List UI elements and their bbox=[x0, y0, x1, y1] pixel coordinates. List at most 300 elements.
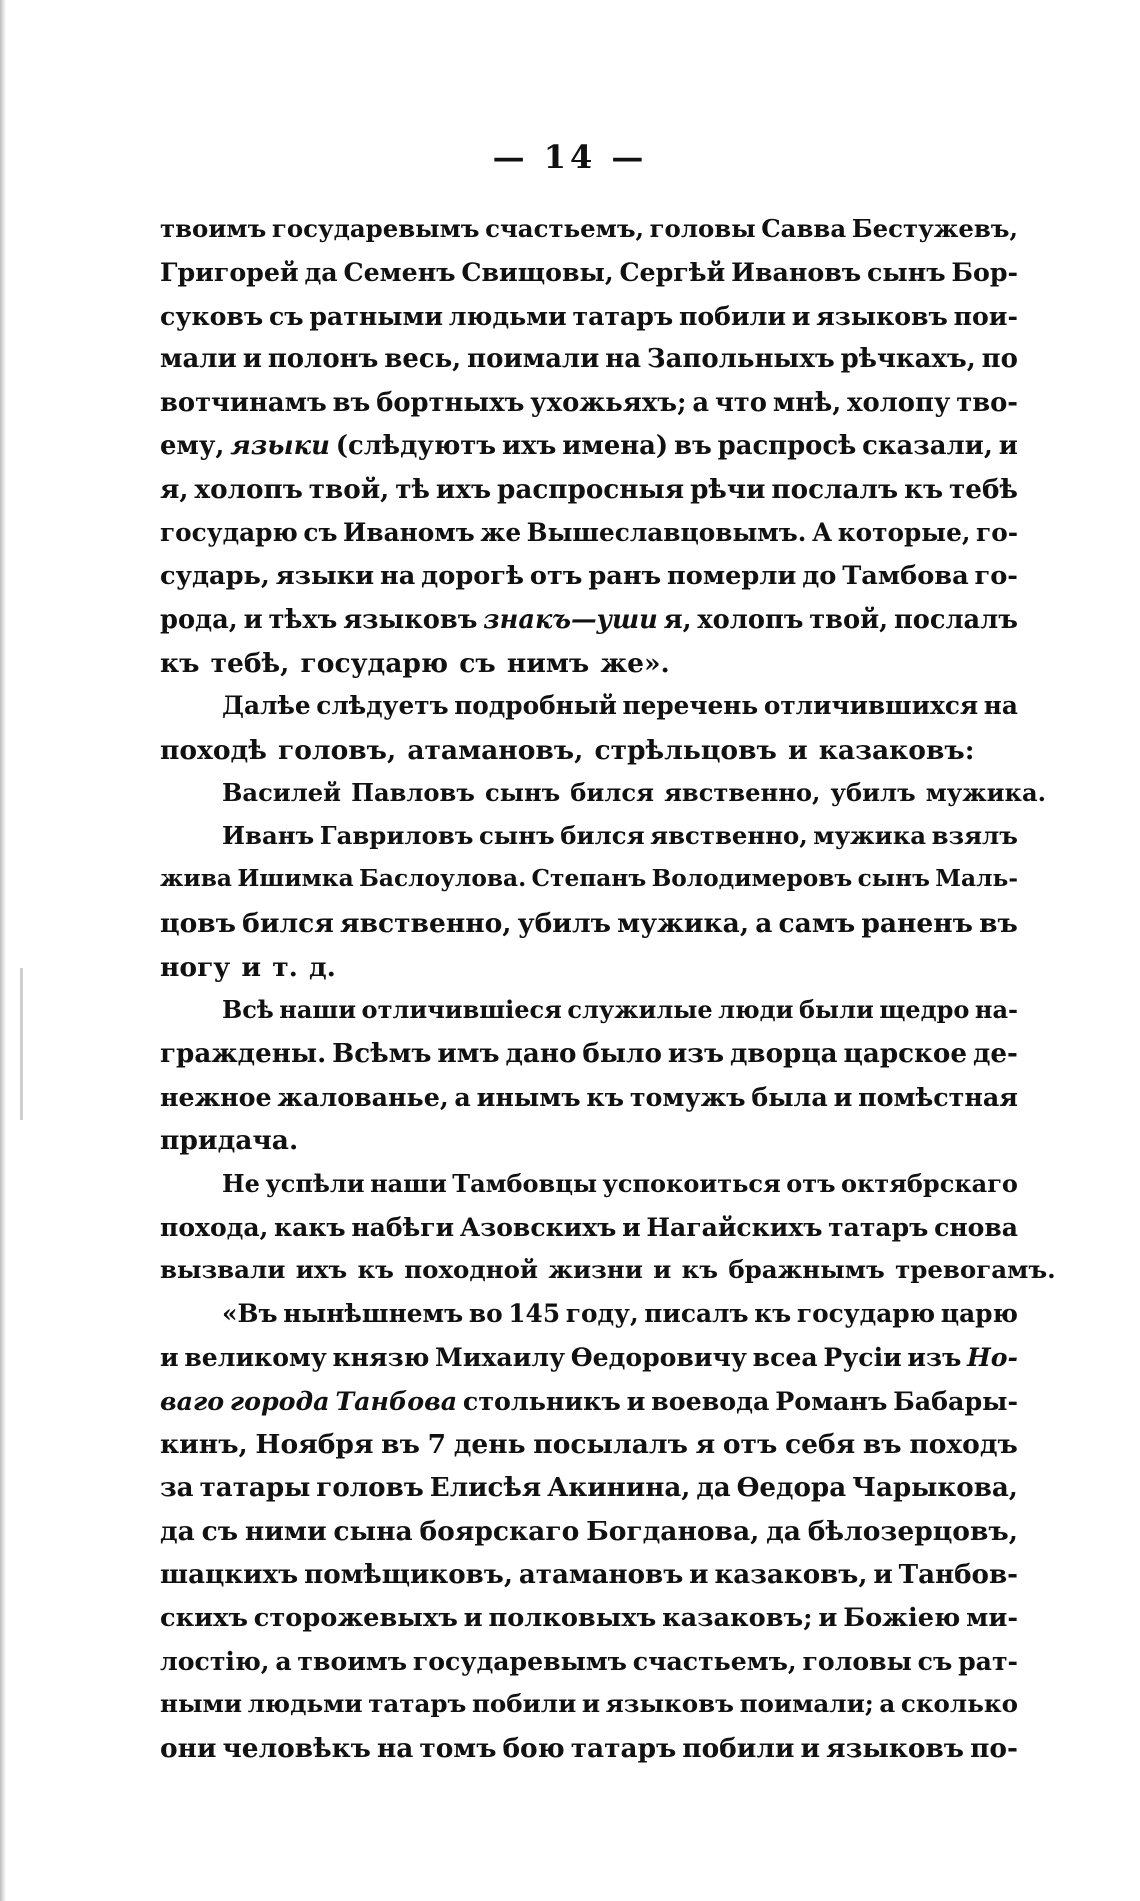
word: въ bbox=[381, 1428, 420, 1460]
word: Ѳедоровичу bbox=[570, 1342, 747, 1373]
word: ухожьяхъ; bbox=[530, 387, 687, 418]
word: Всѣмъ bbox=[332, 1038, 432, 1070]
word: мужика, bbox=[617, 908, 750, 940]
word: по bbox=[981, 344, 1018, 375]
word: дано bbox=[505, 1038, 577, 1070]
word: день bbox=[453, 1428, 526, 1460]
word: мужика bbox=[813, 821, 927, 851]
word: вызвали bbox=[160, 1255, 286, 1285]
word: граждены. bbox=[160, 1038, 327, 1070]
word: Ишимка bbox=[237, 864, 354, 892]
word: тебѣ bbox=[949, 474, 1018, 506]
word: Ноября bbox=[255, 1428, 374, 1460]
word: мнѣ, bbox=[772, 387, 842, 418]
word: дворца bbox=[729, 1038, 838, 1070]
word: походъ bbox=[909, 1428, 1018, 1460]
word: на bbox=[379, 561, 416, 592]
word: казаковъ: bbox=[818, 734, 975, 766]
word: Русіи bbox=[823, 1342, 902, 1373]
word: и bbox=[653, 1255, 672, 1285]
word: Запольныхъ bbox=[646, 344, 835, 375]
word: и bbox=[463, 1602, 483, 1633]
text-line bbox=[160, 865, 1018, 908]
word: воевода bbox=[651, 1385, 770, 1416]
word: побили bbox=[678, 300, 787, 331]
word: слѣдуетъ bbox=[316, 691, 449, 721]
text-line bbox=[160, 1299, 1018, 1342]
word: и bbox=[818, 1602, 838, 1633]
word: счастьемъ, bbox=[485, 214, 645, 243]
word: сударь, bbox=[160, 561, 270, 592]
word: къ bbox=[904, 474, 944, 506]
word: де- bbox=[972, 1038, 1018, 1070]
word: государевымъ bbox=[412, 1645, 627, 1676]
word: рѣчкахъ, bbox=[840, 344, 976, 375]
word: бражнымъ bbox=[728, 1255, 885, 1285]
word: ваго bbox=[160, 1385, 225, 1416]
word: Танбов- bbox=[898, 1559, 1018, 1591]
word: имена) bbox=[562, 430, 669, 461]
word: людьми bbox=[448, 300, 567, 331]
word: цовъ bbox=[160, 908, 236, 940]
word: тебѣ, bbox=[210, 647, 290, 679]
word: распросныя bbox=[497, 474, 685, 506]
word: боярскаго bbox=[419, 1515, 580, 1547]
word: до bbox=[802, 561, 837, 592]
word: Григорей bbox=[160, 257, 299, 288]
word: тво- bbox=[956, 387, 1018, 418]
word: же bbox=[480, 517, 522, 547]
word: царское bbox=[843, 1038, 968, 1070]
word: князю bbox=[332, 1342, 430, 1373]
word: томужъ bbox=[629, 1081, 746, 1112]
word: вотчинамъ bbox=[160, 387, 327, 418]
word: ихъ bbox=[502, 430, 557, 461]
word: убилъ bbox=[517, 908, 611, 940]
word: Чарыкова, bbox=[852, 1472, 1018, 1504]
text-line bbox=[160, 301, 1018, 344]
word: же». bbox=[600, 647, 670, 679]
word: сынъ bbox=[857, 864, 930, 892]
word: языки bbox=[230, 430, 330, 461]
word: языки bbox=[275, 561, 375, 592]
word: бился bbox=[242, 908, 334, 940]
word: твой, bbox=[809, 604, 889, 635]
word: сторожевыхъ bbox=[253, 1602, 458, 1633]
word: человѣкъ bbox=[222, 1732, 371, 1764]
text-line bbox=[160, 1516, 1018, 1559]
word: изъ bbox=[667, 1038, 725, 1070]
word: Танбова bbox=[335, 1385, 458, 1416]
text-line bbox=[160, 1646, 1018, 1689]
word: по- bbox=[970, 1732, 1018, 1764]
word: явственно, bbox=[650, 821, 808, 851]
word: на bbox=[983, 691, 1018, 721]
word: писалъ bbox=[644, 1298, 749, 1328]
word: головы bbox=[802, 1645, 912, 1676]
text-line bbox=[160, 735, 1018, 778]
word: ми- bbox=[966, 1602, 1018, 1633]
text-line bbox=[160, 1386, 1018, 1429]
word: ногу bbox=[160, 951, 231, 983]
word: было bbox=[582, 1038, 662, 1070]
word: скихъ bbox=[160, 1602, 248, 1633]
word: за bbox=[160, 1472, 194, 1504]
word: знакъ—уши bbox=[483, 604, 658, 635]
word: на- bbox=[974, 995, 1018, 1025]
word: и bbox=[833, 1081, 853, 1112]
word: Бестужевъ, bbox=[851, 214, 1018, 243]
word: успокоиться bbox=[602, 1168, 781, 1198]
word: Всѣ bbox=[222, 995, 274, 1025]
word: явственно, bbox=[664, 778, 821, 808]
text-line bbox=[160, 1689, 1018, 1732]
word: Иванъ bbox=[222, 821, 315, 851]
word: раненъ bbox=[861, 908, 973, 940]
word: самъ bbox=[778, 908, 856, 940]
word: и bbox=[242, 344, 262, 375]
word: я, bbox=[160, 474, 189, 506]
word: языковъ bbox=[605, 1689, 734, 1719]
word: изъ bbox=[907, 1342, 962, 1373]
word: похода, bbox=[160, 1211, 269, 1242]
word: походѣ bbox=[160, 734, 267, 766]
word: отъ bbox=[722, 1428, 778, 1460]
word: Не bbox=[222, 1168, 260, 1198]
word: д. bbox=[308, 951, 336, 983]
word: и bbox=[581, 1689, 601, 1719]
word: служилые bbox=[567, 995, 713, 1025]
page-number: — 14 — bbox=[492, 138, 648, 176]
word: нимъ bbox=[506, 647, 590, 679]
word: съ bbox=[459, 647, 496, 679]
text-line bbox=[160, 995, 1018, 1038]
word: снова bbox=[934, 1211, 1018, 1242]
word: татаръ bbox=[828, 1211, 929, 1242]
word: великому bbox=[184, 1342, 327, 1373]
text-line bbox=[160, 1255, 1056, 1298]
word: побили bbox=[471, 1689, 577, 1719]
word: Степанъ bbox=[531, 864, 647, 892]
word: году, bbox=[565, 1298, 639, 1328]
word: ему, bbox=[160, 430, 225, 461]
word: сколько bbox=[900, 1689, 1018, 1719]
word: набѣги bbox=[351, 1211, 455, 1242]
word: въ bbox=[979, 908, 1018, 940]
word: казаковъ; bbox=[662, 1602, 813, 1633]
word: на bbox=[605, 344, 641, 375]
word: къ bbox=[586, 1081, 625, 1112]
word: нежное bbox=[160, 1081, 272, 1112]
word: въ bbox=[674, 430, 712, 461]
word: рат- bbox=[958, 1645, 1018, 1676]
word: Ивановъ bbox=[731, 257, 862, 288]
text-line bbox=[160, 1603, 1018, 1646]
word: щедро bbox=[879, 995, 970, 1025]
word: твоимъ bbox=[297, 1645, 408, 1676]
word: и bbox=[873, 1559, 893, 1591]
word: сынъ bbox=[485, 778, 561, 808]
word: октябрскаго bbox=[840, 1168, 1018, 1198]
word: жалованье, bbox=[277, 1081, 449, 1112]
word: головы bbox=[649, 214, 756, 243]
word: тѣ bbox=[395, 474, 430, 506]
text-line bbox=[160, 1169, 1018, 1212]
word: перечень bbox=[622, 691, 759, 721]
word: сынъ bbox=[866, 257, 946, 288]
word: Нагайскихъ bbox=[646, 1211, 823, 1242]
word: весь, bbox=[384, 344, 462, 375]
word: языковъ bbox=[816, 300, 948, 331]
word: къ bbox=[681, 1255, 719, 1285]
word: на bbox=[376, 1732, 414, 1764]
word: Богданова, bbox=[586, 1515, 760, 1547]
word: Елисѣя bbox=[429, 1472, 542, 1504]
text-line bbox=[160, 1125, 1018, 1168]
word: (слѣдуютъ bbox=[335, 430, 497, 461]
text-line bbox=[160, 1212, 1018, 1255]
word: 7 bbox=[427, 1428, 447, 1460]
word: т. bbox=[272, 951, 298, 983]
word: и bbox=[689, 1559, 709, 1591]
word: Павловъ bbox=[351, 778, 475, 808]
word: а bbox=[755, 908, 773, 940]
text-line bbox=[160, 431, 1018, 474]
word: рѣчи bbox=[690, 474, 766, 506]
word: государю bbox=[796, 1298, 936, 1328]
word: головъ, bbox=[277, 734, 397, 766]
word: атамановъ, bbox=[407, 734, 584, 766]
word: лостію, bbox=[160, 1645, 270, 1676]
word: стольникъ bbox=[462, 1385, 621, 1416]
word: они bbox=[160, 1732, 217, 1764]
text-line bbox=[160, 952, 1018, 995]
word: дорогѣ bbox=[421, 561, 525, 592]
word: и bbox=[626, 1385, 646, 1416]
word: отъ bbox=[786, 1168, 836, 1198]
word: къ bbox=[754, 1298, 792, 1328]
word: Азовскихъ bbox=[459, 1211, 617, 1242]
word: во bbox=[468, 1298, 503, 1328]
word: суковъ bbox=[160, 300, 264, 331]
word: холопъ bbox=[194, 474, 303, 506]
word: пои- bbox=[953, 300, 1018, 331]
word: государю bbox=[160, 517, 298, 547]
word: Акинина, bbox=[547, 1472, 691, 1504]
word: съ bbox=[268, 300, 304, 331]
word: кинъ, bbox=[160, 1428, 248, 1460]
word: твой, bbox=[308, 474, 390, 506]
word: тѣхъ bbox=[268, 604, 338, 635]
word: «Въ bbox=[222, 1298, 278, 1328]
word: какъ bbox=[274, 1211, 346, 1242]
body-text bbox=[160, 214, 1056, 1776]
word: Бор- bbox=[951, 257, 1018, 288]
word: татаръ bbox=[572, 300, 674, 331]
word: съ bbox=[917, 1645, 953, 1676]
word: да bbox=[304, 257, 338, 288]
word: посылалъ bbox=[533, 1428, 688, 1460]
word: отличившіеся bbox=[361, 995, 562, 1025]
word: татаръ bbox=[570, 1732, 677, 1764]
page-edge-shadow bbox=[0, 0, 6, 1901]
text-line bbox=[160, 257, 1018, 300]
word: себя bbox=[784, 1428, 856, 1460]
word: шацкихъ bbox=[160, 1559, 299, 1591]
text-line bbox=[160, 1038, 1018, 1081]
word: послалъ bbox=[771, 474, 899, 506]
word: Гавриловъ bbox=[319, 821, 474, 851]
word: я bbox=[695, 1428, 716, 1460]
word: томъ bbox=[419, 1732, 497, 1764]
word: Тамбова bbox=[842, 561, 969, 592]
text-line bbox=[160, 691, 1018, 734]
word: Божіею bbox=[843, 1602, 961, 1633]
word: 145 bbox=[508, 1298, 561, 1328]
word: придача. bbox=[160, 1125, 299, 1157]
word: послалъ bbox=[893, 604, 1018, 635]
word: Ѳедора bbox=[736, 1472, 847, 1504]
word: татары bbox=[199, 1472, 311, 1504]
word: поимали bbox=[467, 344, 600, 375]
word: да bbox=[696, 1472, 731, 1504]
word: побили bbox=[682, 1732, 795, 1764]
word: го- bbox=[976, 517, 1018, 547]
word: ихъ bbox=[295, 1255, 348, 1285]
word: отличившихся bbox=[763, 691, 979, 721]
word: что bbox=[714, 387, 767, 418]
word: и bbox=[241, 951, 262, 983]
word: ратными bbox=[309, 300, 444, 331]
margin-mark bbox=[20, 968, 23, 1120]
word: да bbox=[160, 1515, 195, 1547]
word: съ bbox=[303, 517, 338, 547]
word: а bbox=[692, 387, 710, 418]
word: и bbox=[160, 1342, 179, 1373]
word: тревогамъ. bbox=[895, 1255, 1056, 1285]
word: нынѣшнемъ bbox=[283, 1298, 464, 1328]
word: атамановъ bbox=[518, 1559, 684, 1591]
word: Баслоулова. bbox=[359, 864, 527, 892]
word: а bbox=[454, 1081, 471, 1112]
word: ными bbox=[160, 1689, 243, 1719]
word: Сергѣй bbox=[619, 257, 726, 288]
word: ихъ bbox=[435, 474, 492, 506]
text-line bbox=[160, 214, 1018, 257]
word: бѣлозерцовъ, bbox=[807, 1515, 1018, 1547]
word: стрѣльцовъ bbox=[594, 734, 777, 766]
word: и bbox=[791, 300, 811, 331]
word: въ bbox=[862, 1428, 902, 1460]
word: съ bbox=[201, 1515, 239, 1547]
text-line bbox=[160, 1342, 1018, 1385]
text-line bbox=[160, 344, 1018, 387]
word: всеа bbox=[752, 1342, 818, 1373]
word: Семенъ bbox=[343, 257, 456, 288]
word: успѣли bbox=[265, 1168, 365, 1198]
word: Бабары- bbox=[893, 1385, 1018, 1416]
word: Далѣе bbox=[222, 691, 311, 721]
text-line bbox=[160, 648, 1018, 691]
word: поимали; bbox=[739, 1689, 874, 1719]
word: бился bbox=[560, 821, 645, 851]
word: головъ bbox=[316, 1472, 424, 1504]
word: а bbox=[879, 1689, 896, 1719]
word: полковыхъ bbox=[488, 1602, 657, 1633]
word: наши bbox=[370, 1168, 447, 1198]
text-line bbox=[160, 821, 1018, 864]
word: подробный bbox=[454, 691, 617, 721]
word: бою bbox=[502, 1732, 565, 1764]
word: жива bbox=[160, 864, 232, 892]
text-line bbox=[160, 388, 1018, 431]
text-line bbox=[160, 518, 1018, 561]
word: города bbox=[229, 1385, 330, 1416]
word: убилъ bbox=[830, 778, 916, 808]
text-line bbox=[160, 778, 1047, 821]
word: счастьемъ, bbox=[632, 1645, 797, 1676]
word: бился bbox=[570, 778, 654, 808]
word: въ bbox=[332, 387, 371, 418]
word: мужика. bbox=[925, 778, 1047, 808]
word: и bbox=[998, 430, 1018, 461]
word: государевымъ bbox=[271, 214, 480, 243]
text-line bbox=[160, 1082, 1018, 1125]
word: Иваномъ bbox=[343, 517, 475, 547]
word: рода, bbox=[160, 604, 238, 635]
word: холопъ bbox=[697, 604, 804, 635]
word: которые, bbox=[837, 517, 971, 547]
word: казаковъ, bbox=[714, 1559, 868, 1591]
word: твоимъ bbox=[160, 214, 267, 243]
word: помѣщиковъ, bbox=[304, 1559, 513, 1591]
word: походной bbox=[404, 1255, 539, 1285]
word: и bbox=[800, 1732, 821, 1764]
word: сынъ bbox=[478, 821, 555, 851]
text-line bbox=[160, 474, 1018, 517]
word: и bbox=[243, 604, 263, 635]
word: инымъ bbox=[476, 1081, 581, 1112]
word: Вышеславцовымъ. bbox=[526, 517, 807, 547]
word: сына bbox=[333, 1515, 413, 1547]
word: мали bbox=[160, 344, 237, 375]
word: холопу bbox=[847, 387, 951, 418]
text-line bbox=[160, 908, 1018, 951]
word: и bbox=[622, 1211, 641, 1242]
text-line bbox=[160, 1472, 1018, 1515]
word: Но- bbox=[967, 1342, 1018, 1373]
word: люди bbox=[718, 995, 794, 1025]
text-line bbox=[160, 1733, 1018, 1776]
word: А bbox=[811, 517, 833, 547]
word: къ bbox=[160, 647, 200, 679]
word: наши bbox=[279, 995, 357, 1025]
word: Маль- bbox=[935, 864, 1018, 892]
word: взялъ bbox=[931, 821, 1018, 851]
word: го- bbox=[974, 561, 1018, 592]
word: сказали, bbox=[862, 430, 993, 461]
word: людьми bbox=[247, 1689, 363, 1719]
word: были bbox=[798, 995, 874, 1025]
word: да bbox=[766, 1515, 801, 1547]
text-line bbox=[160, 561, 1018, 604]
word: полонъ bbox=[267, 344, 379, 375]
word: къ bbox=[357, 1255, 394, 1285]
word: была bbox=[751, 1081, 828, 1112]
text-line bbox=[160, 1429, 1018, 1472]
word: ранъ bbox=[588, 561, 662, 592]
word: Романъ bbox=[775, 1385, 888, 1416]
